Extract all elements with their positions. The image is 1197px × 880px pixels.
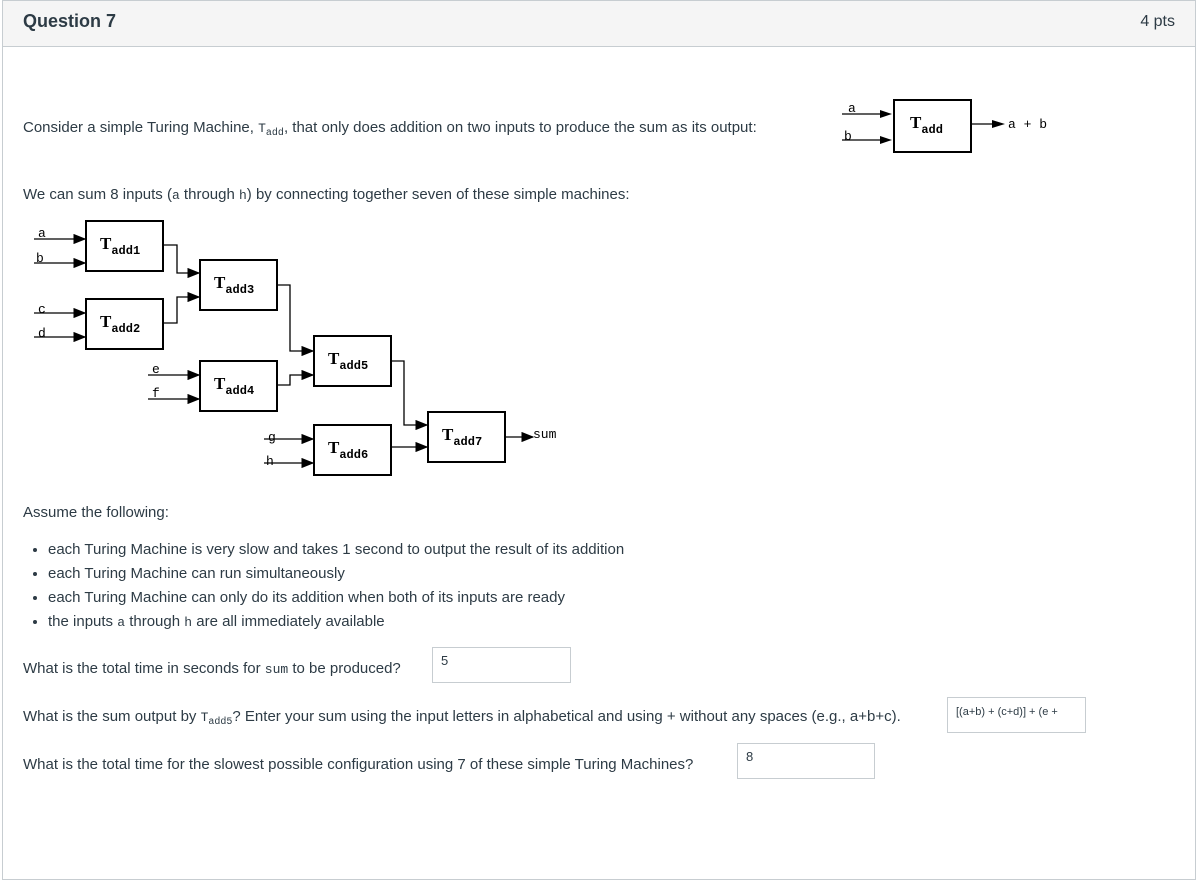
machine-label: $T_{add}$ (910, 113, 943, 137)
intro-paragraph-1 (23, 119, 757, 139)
intro-text-suffix: , that only does addition on two inputs to produce the sum as its output: (283, 119, 757, 136)
input-c: c (38, 302, 46, 317)
machine-add1: $T_{add1}$ (100, 234, 141, 258)
output-label: a + b (1008, 117, 1048, 132)
answer-2-input[interactable]: [(a+b) + (c+d)] + (e + (947, 697, 1086, 733)
machine-add6: $T_{add6}$ (328, 438, 369, 462)
single-machine-diagram (840, 98, 1080, 158)
input-h: h (266, 454, 274, 469)
machine-add2: $T_{add2}$ (100, 312, 141, 336)
assumptions-list (22, 538, 624, 634)
turing-network-diagram (30, 215, 590, 485)
intro-text: Consider a simple Turing Machine, (23, 119, 259, 136)
question-points: 4 pts (1140, 13, 1175, 30)
input-e: e (152, 362, 160, 377)
assumptions-heading: Assume the following: (23, 504, 169, 521)
input-a-label: a (848, 101, 856, 116)
question-1-text: What is the total time in seconds for sum to be produced? (23, 660, 401, 677)
output-sum: sum (533, 427, 557, 442)
list-item: • each Turing Machine can only do its addition when both of its inputs are ready (48, 586, 624, 610)
question-header (3, 1, 1195, 47)
question-3-text: What is the total time for the slowest possible configuration using 7 of these simple Turing Machines? (23, 756, 694, 773)
machine-name: $T_{add5}$ (200, 710, 233, 728)
list-item: • the inputs a through h are all immediately available (48, 610, 624, 634)
machine-add7: $T_{add7}$ (442, 425, 483, 449)
input-g: g (268, 430, 276, 445)
list-item: • each Turing Machine is very slow and takes 1 second to output the result of its addition (48, 538, 624, 562)
machine-add5: $T_{add5}$ (328, 349, 369, 373)
list-item: • each Turing Machine can run simultaneously (48, 562, 624, 586)
input-d: d (38, 326, 46, 341)
machine-add3: $T_{add3}$ (214, 273, 255, 297)
answer-1-input[interactable]: 5 (432, 647, 571, 683)
question-title: Question 7 (23, 11, 117, 31)
question-2-text: What is the sum output by $T_{add5}$? Enter your sum using the input letters in alphabetical and using + without any spaces (e.g., a+b+c). (23, 708, 901, 728)
machine-add4: $T_{add4}$ (214, 374, 255, 398)
answer-3-input[interactable]: 8 (737, 743, 875, 779)
input-f: f (152, 386, 160, 401)
input-a: a (38, 226, 46, 241)
machine-name: $T_{add}$ (258, 121, 284, 139)
input-b-label: b (844, 129, 852, 144)
input-b: b (36, 251, 44, 266)
intro-paragraph-2: We can sum 8 inputs (a through h) by connecting together seven of these simple machines: (23, 186, 630, 203)
